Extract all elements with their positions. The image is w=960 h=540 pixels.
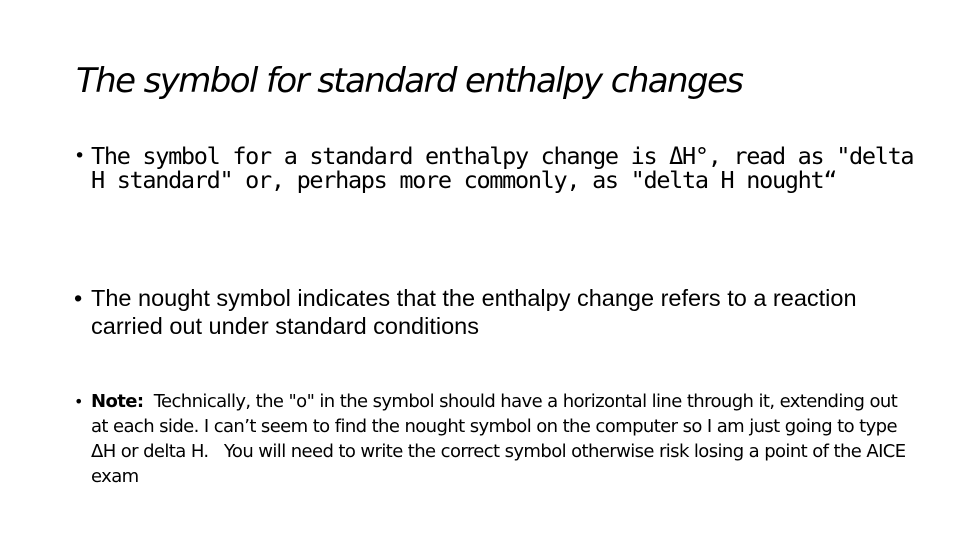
- bullet-nought-meaning: [74, 284, 904, 340]
- bullet-text: The nought symbol indicates that the enthalpy change refers to a reaction carried out under standard conditions: [91, 285, 857, 339]
- slide-title: The symbol for standard enthalpy changes: [76, 61, 743, 101]
- bullet-marker: •: [74, 285, 83, 311]
- note-paragraph: [91, 389, 914, 489]
- bullet-marker: •: [74, 392, 83, 411]
- bullet-delta-h-symbol: [74, 144, 914, 192]
- bullet-text: The symbol for a standard enthalpy change is ΔH°, read as "delta H standard" or, perhaps more commonly, as "delta H nought“: [91, 142, 914, 194]
- bullet-note: [74, 389, 914, 489]
- note-label: Note:: [91, 391, 144, 412]
- bullet-marker: •: [74, 145, 86, 167]
- note-text: Technically, the "o" in the symbol should have a horizontal line through it, extending out at each side. I can’t seem to find the nought symbol on the computer so I am just going to type ΔH or delta H. You will need to write the correct symbol otherwise risk losing a point of the AICE exam: [91, 391, 911, 487]
